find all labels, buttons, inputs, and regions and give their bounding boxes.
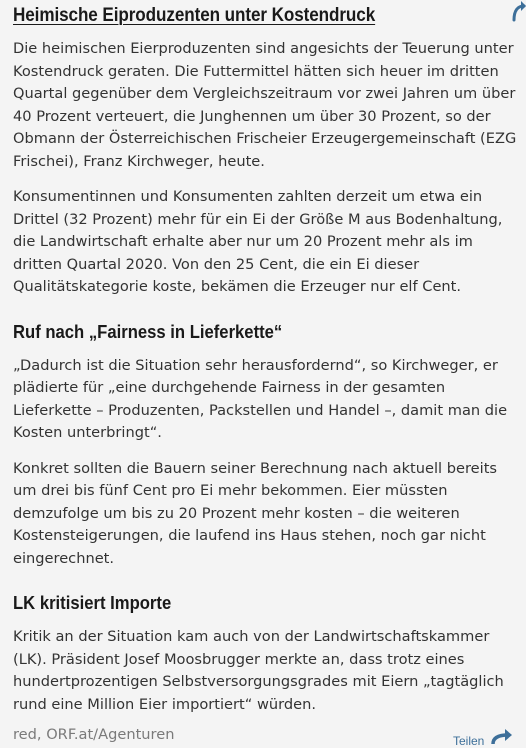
share-arrow-icon [490, 728, 514, 744]
article-source: red, ORF.at/Agenturen [13, 726, 175, 743]
share-label: Teilen [453, 734, 485, 748]
article-paragraph-5: Kritik an der Situation kam auch von der Landwirtschaftskammer (LK). Präsident Josef Moosbrugger merkte an, dass trotz eines hundertprozentigen Selbstversorgungsgrades mit Eiern „tagtäglich rund eine Million Eier importiert“ würden. [13, 628, 504, 713]
article-paragraph-1: Die heimischen Eierproduzenten sind angesichts der Teuerung unter Kostendruck geraten. Die Futtermittel hätten sich heuer im dritten Quartal gegenüber dem Vergleichszeitraum vor zwei Jahren um über 40 Prozent verteuert, die Junghennen um über 30 Prozent, so der Obmann der Österreichischen Frischeier Erzeugergemeinschaft (EZG Frischei), Franz Kirchweger, heute. [13, 40, 517, 170]
subheading-imports: LK kritisiert Importe [13, 592, 172, 613]
article-paragraph-2: Konsumentinnen und Konsumenten zahlten derzeit um etwa ein Drittel (32 Prozent) mehr für ein Ei der Größe M aus Bodenhaltung, die Landwirtschaft erhalte aber nur um 20 Prozent mehr als im dritten Quartal 2020. Von den 25 Cent, die ein Ei dieser Qualitätskategorie koste, bekämen die Erzeuger nur elf Cent. [13, 188, 503, 295]
article-headline[interactable]: Heimische Eiproduzenten unter Kostendruck [13, 5, 376, 26]
subheading-fairness: Ruf nach „Fairness in Lieferkette“ [13, 320, 283, 342]
article-paragraph-3: „Dadurch ist die Situation sehr herausfordernd“, so Kirchweger, er plädierte für „eine durchgehende Fairness in der gesamten Lieferkette – Produzenten, Packstellen und Handel –, damit man die Kosten unterbringt“. [13, 356, 508, 441]
article [13, 0, 518, 746]
article-paragraph-4: Konkret sollten die Bauern seiner Berechnung nach aktuell bereits um drei bis fünf Cent pro Ei mehr bekommen. Eier müssten demzufolge um bis zu 20 Prozent mehr kosten – die weiteren Kostensteigerungen, die laufend ins Haus stehen, noch gar nicht eingerechnet. [13, 459, 498, 567]
